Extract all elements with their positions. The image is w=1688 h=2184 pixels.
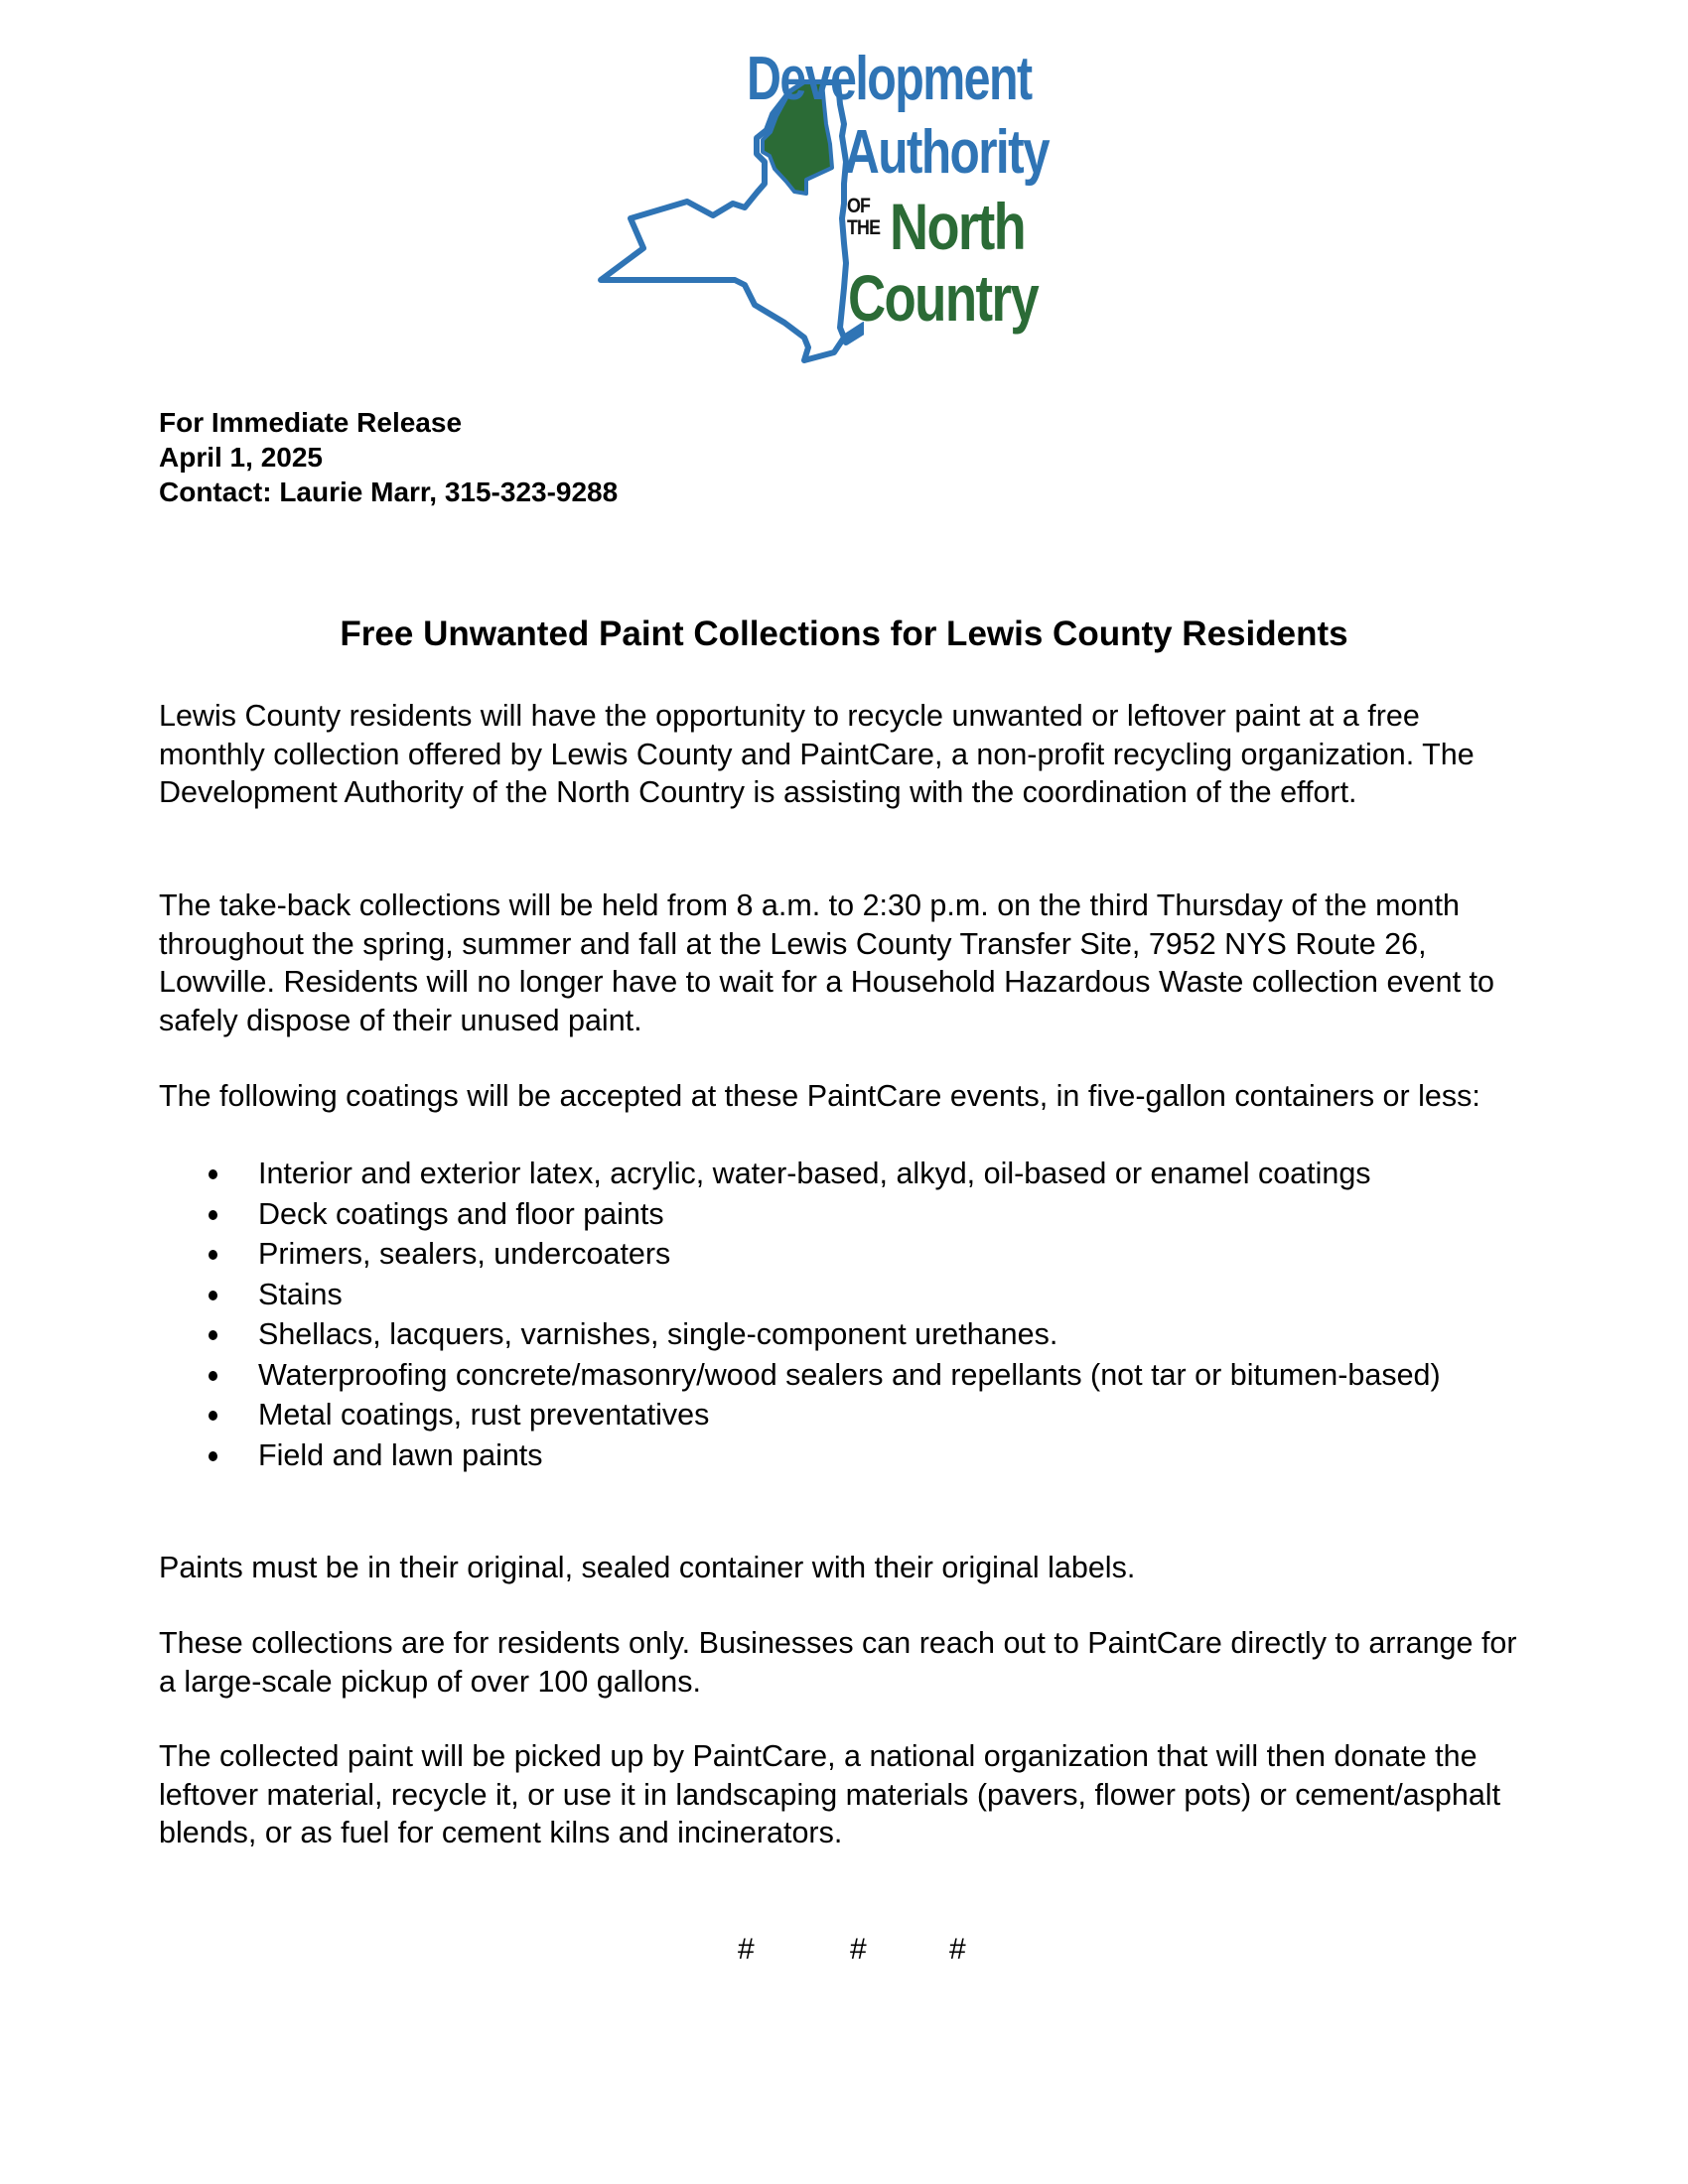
bullet-icon [209,1411,217,1421]
list-item: Field and lawn paints [159,1435,1529,1476]
page-title: Free Unwanted Paint Collections for Lewis County Residents [340,614,1348,653]
bullet-icon [209,1291,217,1300]
list-item: Waterproofing concrete/masonry/wood sealers and repellants (not tar or bitumen-based) [159,1355,1529,1396]
bullet-icon [209,1169,217,1179]
paragraph-container-requirement: Paints must be in their original, sealed container with their original labels. [159,1551,1136,1584]
bullet-icon [209,1451,217,1461]
logo-word-development: Development [747,45,1032,113]
paragraph-disposal: The collected paint will be picked up by PaintCare, a national organization that will then donate the leftover material, recycle it, or use it in landscaping materials (pavers, flower pots) or cement/asphalt blends, or as fuel for cement kilns and incinerators. [159,1739,1501,1849]
organization-logo [596,45,1102,372]
release-contact: Contact: Laurie Marr, 315-323-9288 [159,477,619,507]
list-item: Shellacs, lacquers, varnishes, single-component urethanes. [159,1314,1529,1355]
paragraph-residents-only: These collections are for residents only. Businesses can reach out to PaintCare directly to arrange for a large-scale pickup of over 100 gallons. [159,1626,1517,1699]
list-item: Interior and exterior latex, acrylic, water-based, alkyd, oil-based or enamel coatings [159,1154,1529,1194]
end-mark: # [850,1933,867,1966]
paragraph-intro: Lewis County residents will have the opportunity to recycle unwanted or leftover paint at a free monthly collection offered by Lewis County and PaintCare, a non-profit recycling organization. The Development Authority of the North Country is assisting with the coordination of the effort. [159,699,1475,809]
logo-word-country: Country [848,261,1039,335]
bullet-icon [209,1210,217,1220]
logo-of-the [847,196,880,239]
logo-word-of: OF [847,195,871,217]
logo-word-authority: Authority [844,118,1050,187]
paragraph-schedule: The take-back collections will be held from 8 a.m. to 2:30 p.m. on the third Thursday of the month throughout the spring, summer and fall at the Lewis County Transfer Site, 7952 NYS Route 26, Lowville. Residents will no longer have to wait for a Household Hazardous Waste collection event to safely dispose of their unused paint. [159,888,1494,1037]
bullet-icon [209,1371,217,1381]
logo-word-the: THE [847,216,881,239]
list-item: Primers, sealers, undercoaters [159,1234,1529,1275]
bullet-icon [209,1250,217,1260]
paragraph-accepted-intro: The following coatings will be accepted at these PaintCare events, in five-gallon containers or less: [159,1079,1480,1113]
logo-word-north: North [890,190,1026,263]
list-item: Stains [159,1275,1529,1315]
release-info [159,405,618,509]
release-date: April 1, 2025 [159,442,323,473]
end-mark: # [949,1933,966,1966]
list-item: Deck coatings and floor paints [159,1194,1529,1235]
list-item: Metal coatings, rust preventatives [159,1395,1529,1435]
accepted-coatings-list [159,1154,1529,1475]
end-mark: # [738,1933,755,1966]
bullet-icon [209,1330,217,1340]
release-label: For Immediate Release [159,407,463,438]
